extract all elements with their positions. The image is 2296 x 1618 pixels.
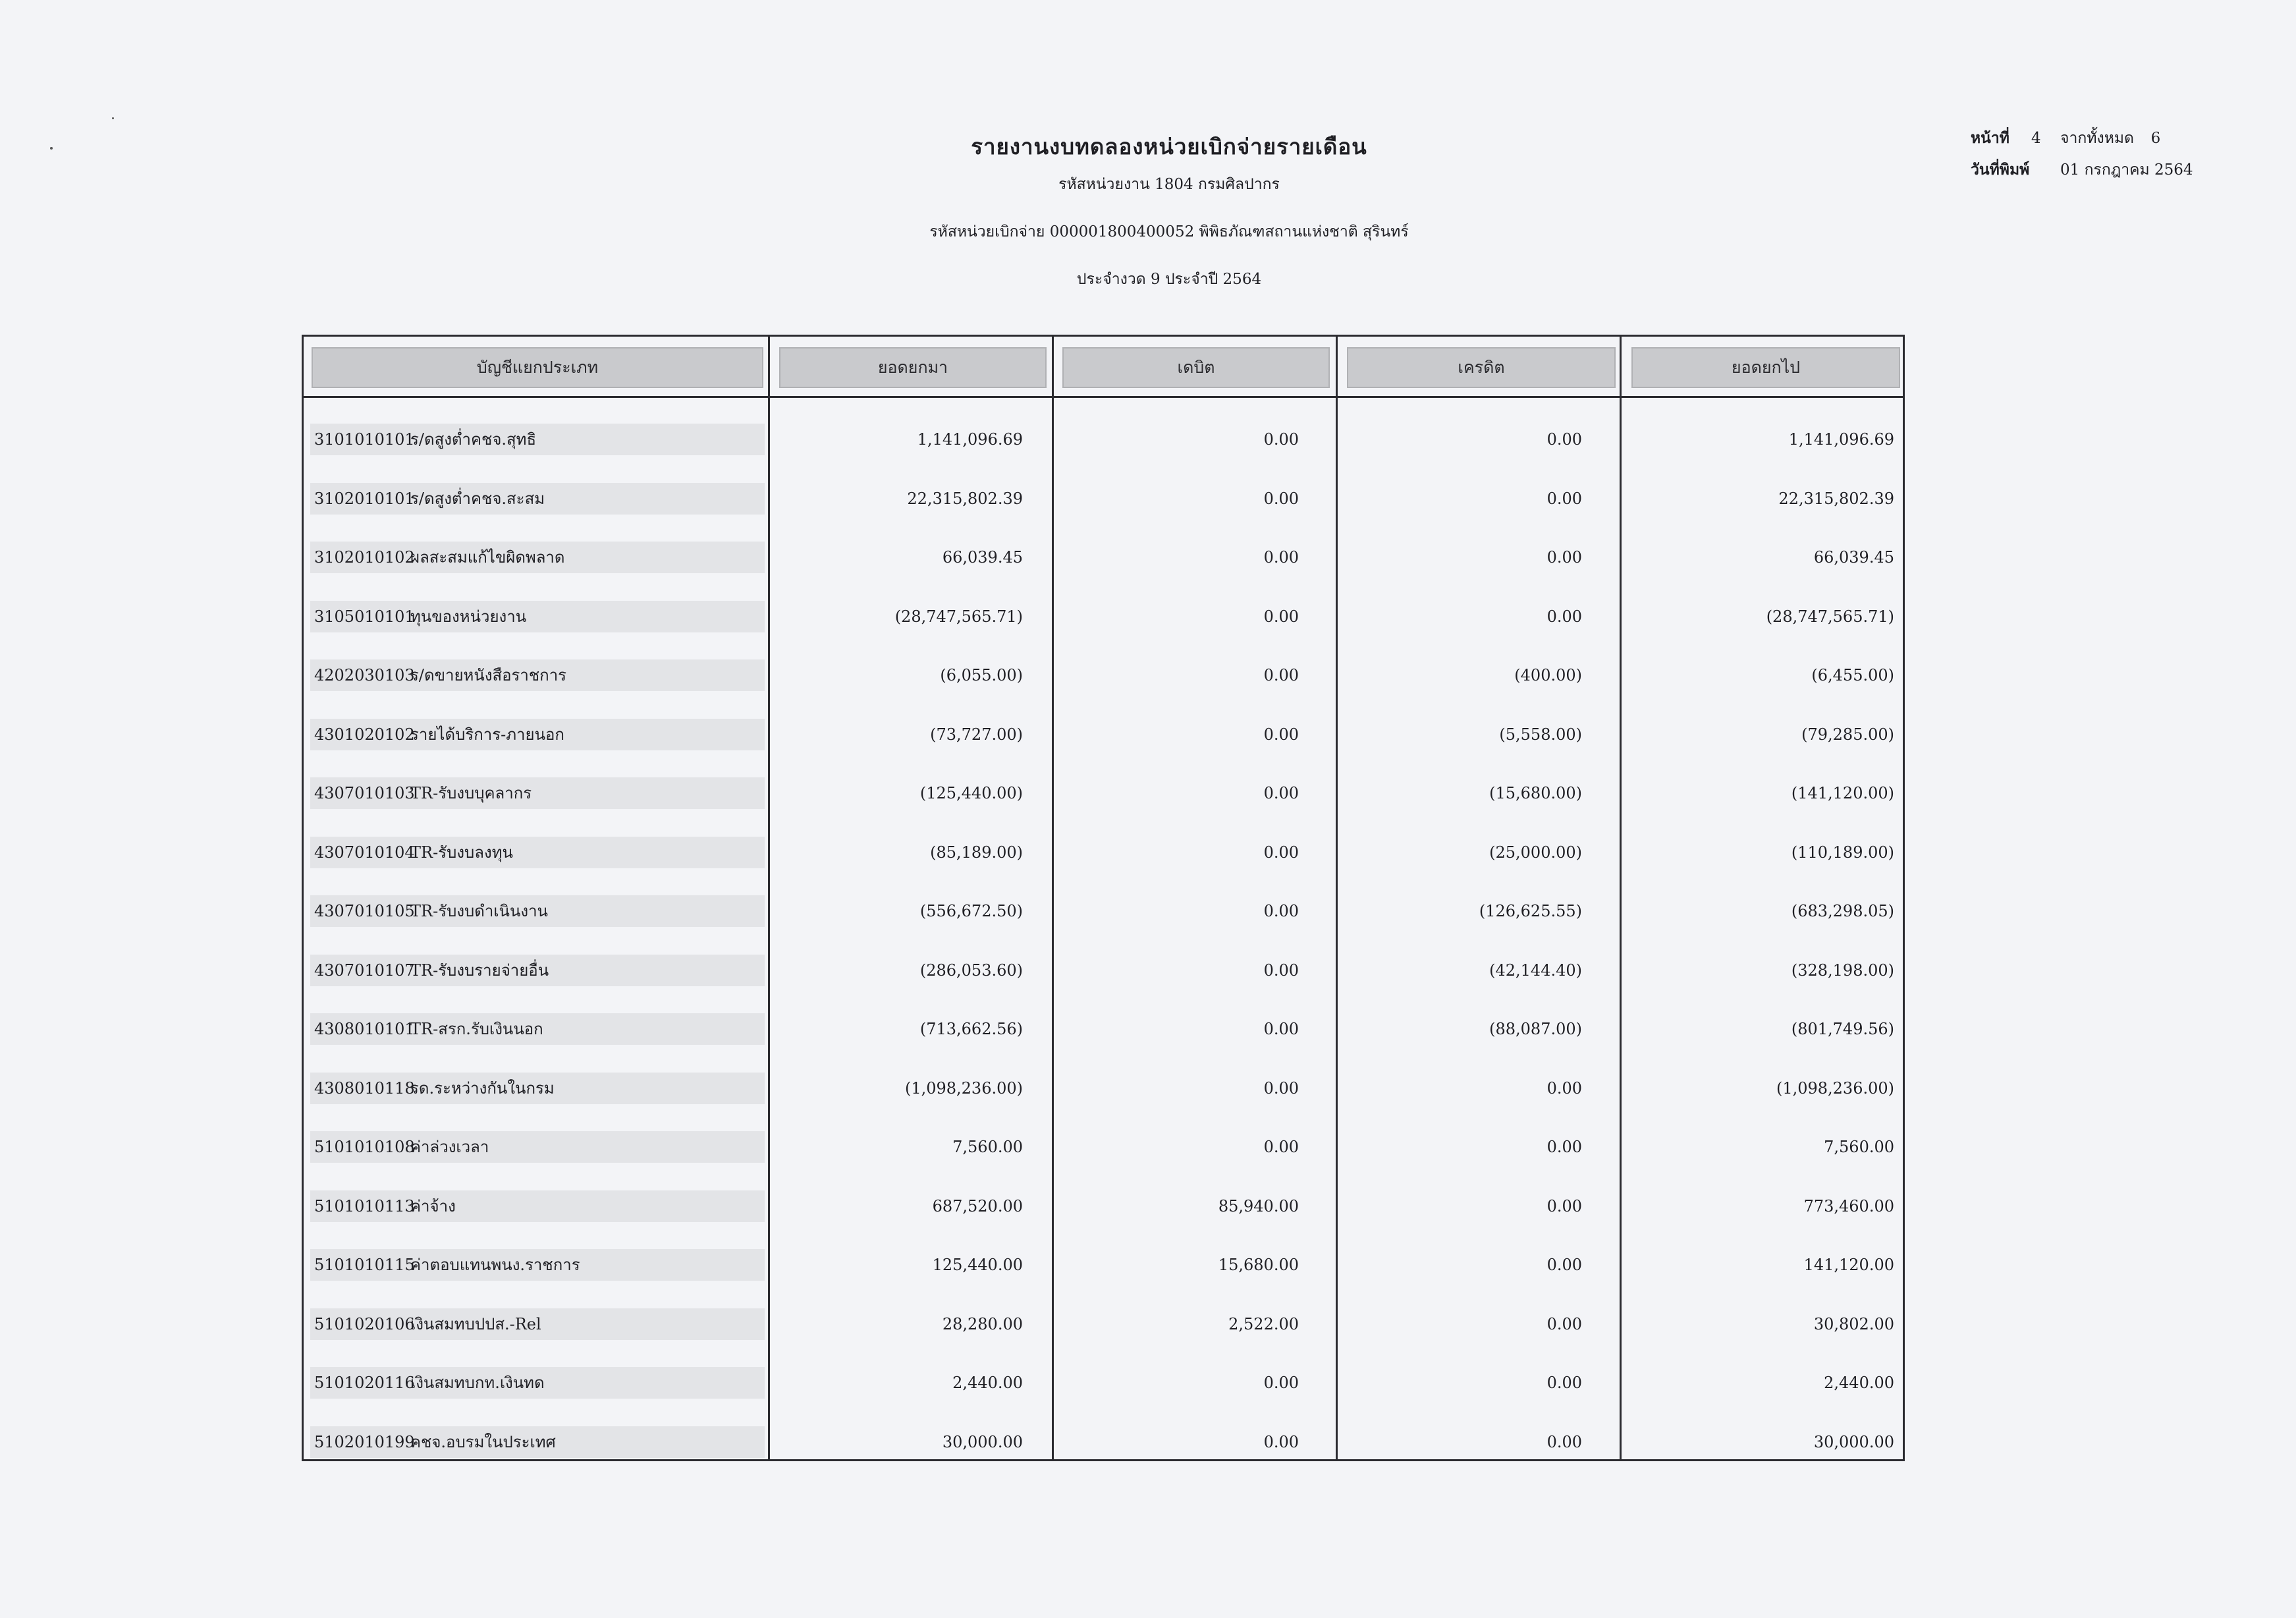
header-carried-forward: ยอดยกไป <box>1631 347 1900 388</box>
account-name: เงินสมทบปปส.-Rel <box>410 1314 541 1333</box>
credit-cell: 0.00 <box>1546 1196 1582 1215</box>
table-row <box>304 416 1903 455</box>
brought-forward-cell: (73,727.00) <box>930 725 1023 744</box>
account-name: TR-สรก.รับเงินนอก <box>410 1020 543 1038</box>
agency-line: รหัสหน่วยงาน 1804 กรมศิลปากร <box>1058 176 1280 193</box>
credit-cell: 0.00 <box>1546 1374 1582 1392</box>
carried-forward-cell: 7,560.00 <box>1824 1138 1894 1156</box>
account-code: 5101020116 <box>314 1374 415 1392</box>
brought-forward-cell: (6,055.00) <box>940 666 1023 684</box>
account-code: 5102010199 <box>314 1432 415 1451</box>
header-credit: เครดิต <box>1347 347 1616 388</box>
debit-cell: 0.00 <box>1263 961 1299 980</box>
debit-cell: 0.00 <box>1263 489 1299 508</box>
debit-cell: 0.00 <box>1263 1138 1299 1156</box>
account-code: 3102010101 <box>314 489 415 508</box>
credit-cell: (88,087.00) <box>1489 1020 1582 1038</box>
account-name: ร/ดสูงต่ำคชจ.สะสม <box>410 489 545 508</box>
table-row <box>304 652 1903 691</box>
debit-cell: 0.00 <box>1263 666 1299 684</box>
account-cell <box>310 895 765 927</box>
credit-cell: 0.00 <box>1546 489 1582 508</box>
account-cell <box>310 424 765 455</box>
account-name: TR-รับงบบุคลากร <box>410 784 532 802</box>
credit-cell: 0.00 <box>1546 430 1582 449</box>
credit-cell: (25,000.00) <box>1489 843 1582 862</box>
table-row <box>304 711 1903 750</box>
page-number-line <box>1971 126 2172 150</box>
carried-forward-cell: 141,120.00 <box>1803 1256 1894 1274</box>
print-date-line <box>1971 158 2193 182</box>
account-code: 4307010107 <box>314 961 415 980</box>
credit-cell: 0.00 <box>1546 607 1582 626</box>
table-row <box>304 1359 1903 1399</box>
carried-forward-cell: (28,747,565.71) <box>1766 607 1894 626</box>
account-name: TR-รับงบลงทุน <box>410 843 513 862</box>
brought-forward-cell: 1,141,096.69 <box>917 430 1023 449</box>
account-cell <box>310 1308 765 1340</box>
credit-cell: 0.00 <box>1546 1138 1582 1156</box>
table-row <box>304 475 1903 515</box>
account-code: 4307010105 <box>314 902 415 920</box>
account-cell <box>310 1190 765 1222</box>
account-cell <box>310 719 765 750</box>
debit-cell: 0.00 <box>1263 843 1299 862</box>
debit-cell: 0.00 <box>1263 725 1299 744</box>
account-code: 3105010101 <box>314 607 415 626</box>
credit-cell: 0.00 <box>1546 548 1582 567</box>
account-name: ทุนของหน่วยงาน <box>410 607 527 626</box>
table-row <box>304 534 1903 573</box>
table-row <box>304 887 1903 927</box>
brought-forward-cell: (28,747,565.71) <box>894 607 1023 626</box>
account-name: TR-รับงบดำเนินงาน <box>410 902 548 920</box>
report-title: รายงานงบทดลองหน่วยเบิกจ่ายรายเดือน <box>971 134 1367 159</box>
debit-cell: 2,522.00 <box>1228 1314 1299 1333</box>
carried-forward-cell: 30,000.00 <box>1813 1432 1894 1451</box>
account-name: รายได้บริการ-ภายนอก <box>410 725 564 744</box>
credit-cell: 0.00 <box>1546 1256 1582 1274</box>
account-name: TR-รับงบรายจ่ายอื่น <box>410 961 549 980</box>
brought-forward-cell: 2,440.00 <box>952 1374 1023 1392</box>
table-row <box>304 1418 1903 1458</box>
account-code: 5101010113 <box>314 1196 415 1215</box>
print-date: 01 กรกฎาคม 2564 <box>2060 161 2193 179</box>
account-cell <box>310 1367 765 1399</box>
debit-cell: 0.00 <box>1263 902 1299 920</box>
header-divider <box>304 396 1903 398</box>
account-code: 3101010101 <box>314 430 415 449</box>
credit-cell: (126,625.55) <box>1479 902 1582 920</box>
debit-cell: 0.00 <box>1263 1020 1299 1038</box>
brought-forward-cell: (713,662.56) <box>919 1020 1023 1038</box>
page-label: หน้าที่ <box>1971 129 2009 147</box>
header-account: บัญชีแยกประเภท <box>312 347 763 388</box>
carried-forward-cell: (328,198.00) <box>1791 961 1894 980</box>
debit-cell: 0.00 <box>1263 1078 1299 1098</box>
account-cell <box>310 1013 765 1045</box>
brought-forward-cell: 30,000.00 <box>942 1432 1023 1451</box>
credit-cell: (400.00) <box>1514 666 1582 684</box>
account-cell <box>310 483 765 515</box>
print-date-label: วันที่พิมพ์ <box>1971 161 2030 179</box>
total-pages: 6 <box>2150 130 2161 147</box>
carried-forward-cell: (801,749.56) <box>1791 1020 1894 1038</box>
brought-forward-cell: 7,560.00 <box>952 1138 1023 1156</box>
account-code: 4202030103 <box>314 666 415 684</box>
carried-forward-cell: 773,460.00 <box>1803 1196 1894 1215</box>
account-name: ร/ดขายหนังสือราชการ <box>410 666 567 684</box>
table-row <box>304 593 1903 632</box>
debit-cell: 0.00 <box>1263 1432 1299 1451</box>
account-cell <box>310 601 765 632</box>
account-code: 5101010108 <box>314 1138 415 1156</box>
carried-forward-cell: 1,141,096.69 <box>1788 430 1894 449</box>
carried-forward-cell: 2,440.00 <box>1824 1374 1894 1392</box>
table-row <box>304 769 1903 809</box>
account-code: 4301020102 <box>314 725 415 744</box>
account-cell <box>310 1426 765 1458</box>
debit-cell: 0.00 <box>1263 607 1299 626</box>
brought-forward-cell: 66,039.45 <box>942 548 1023 567</box>
table-row <box>304 1123 1903 1163</box>
account-code: 4307010104 <box>314 843 415 862</box>
account-name: คชจ.อบรมในประเทศ <box>410 1432 556 1451</box>
account-name: ค่าล่วงเวลา <box>410 1138 489 1156</box>
table-row <box>304 1300 1903 1340</box>
brought-forward-cell: (125,440.00) <box>919 784 1023 802</box>
debit-cell: 85,940.00 <box>1218 1196 1299 1215</box>
credit-cell: (5,558.00) <box>1499 725 1582 744</box>
brought-forward-cell: 22,315,802.39 <box>907 489 1023 508</box>
brought-forward-cell: (85,189.00) <box>930 843 1023 862</box>
carried-forward-cell: (683,298.05) <box>1791 902 1894 920</box>
trial-balance-table <box>302 335 1905 1461</box>
credit-cell: 0.00 <box>1546 1314 1582 1333</box>
brought-forward-cell: 125,440.00 <box>932 1256 1023 1274</box>
account-name: ค่าจ้าง <box>410 1196 456 1215</box>
carried-forward-cell: (1,098,236.00) <box>1776 1078 1894 1098</box>
table-row <box>304 1183 1903 1222</box>
period-line: ประจำงวด 9 ประจำปี 2564 <box>1076 271 1262 288</box>
brought-forward-cell: 28,280.00 <box>942 1314 1023 1333</box>
brought-forward-cell: (286,053.60) <box>919 961 1023 980</box>
debit-cell: 0.00 <box>1263 548 1299 567</box>
account-cell <box>310 542 765 573</box>
brought-forward-cell: (556,672.50) <box>919 902 1023 920</box>
brought-forward-cell: (1,098,236.00) <box>904 1078 1023 1098</box>
table-row <box>304 947 1903 986</box>
account-cell <box>310 1073 765 1104</box>
carried-forward-cell: 30,802.00 <box>1813 1314 1894 1333</box>
credit-cell: (42,144.40) <box>1489 961 1582 980</box>
table-row <box>304 829 1903 868</box>
account-code: 4307010103 <box>314 784 415 802</box>
account-cell <box>310 1249 765 1281</box>
account-cell <box>310 777 765 809</box>
of-label: จากทั้งหมด <box>2060 130 2134 147</box>
account-cell <box>310 659 765 691</box>
account-cell <box>310 837 765 868</box>
carried-forward-cell: (79,285.00) <box>1801 725 1894 744</box>
account-name: ร/ดสูงต่ำคชจ.สุทธิ <box>410 430 537 449</box>
carried-forward-cell: (141,120.00) <box>1791 784 1894 802</box>
page-number: 4 <box>2031 130 2041 147</box>
account-code: 5101010115 <box>314 1256 415 1274</box>
credit-cell: (15,680.00) <box>1489 784 1582 802</box>
carried-forward-cell: 22,315,802.39 <box>1778 489 1894 508</box>
scan-speck <box>112 117 114 119</box>
header-debit: เดบิต <box>1062 347 1330 388</box>
carried-forward-cell: (110,189.00) <box>1791 843 1894 862</box>
credit-cell: 0.00 <box>1546 1078 1582 1098</box>
account-name: รด.ระหว่างกันในกรม <box>410 1078 555 1098</box>
carried-forward-cell: 66,039.45 <box>1813 548 1894 567</box>
debit-cell: 0.00 <box>1263 430 1299 449</box>
account-name: ค่าตอบแทนพนง.ราชการ <box>410 1256 580 1274</box>
header-brought-forward: ยอดยกมา <box>779 347 1047 388</box>
table-row <box>304 1241 1903 1281</box>
disbursing-unit-line: รหัสหน่วยเบิกจ่าย 000001800400052 พิพิธภัณฑสถานแห่งชาติ สุรินทร์ <box>929 223 1409 240</box>
debit-cell: 0.00 <box>1263 784 1299 802</box>
brought-forward-cell: 687,520.00 <box>932 1196 1023 1215</box>
account-name: เงินสมทบกท.เงินทด <box>410 1374 545 1392</box>
account-cell <box>310 955 765 986</box>
account-code: 4308010118 <box>314 1078 415 1098</box>
table-row <box>304 1005 1903 1045</box>
account-name: ผลสะสมแก้ไขผิดพลาด <box>410 548 565 567</box>
debit-cell: 0.00 <box>1263 1374 1299 1392</box>
account-code: 5101020106 <box>314 1314 415 1333</box>
debit-cell: 15,680.00 <box>1218 1256 1299 1274</box>
account-code: 4308010101 <box>314 1020 415 1038</box>
account-cell <box>310 1131 765 1163</box>
carried-forward-cell: (6,455.00) <box>1811 666 1894 684</box>
credit-cell: 0.00 <box>1546 1432 1582 1451</box>
account-code: 3102010102 <box>314 548 415 567</box>
table-row <box>304 1065 1903 1104</box>
